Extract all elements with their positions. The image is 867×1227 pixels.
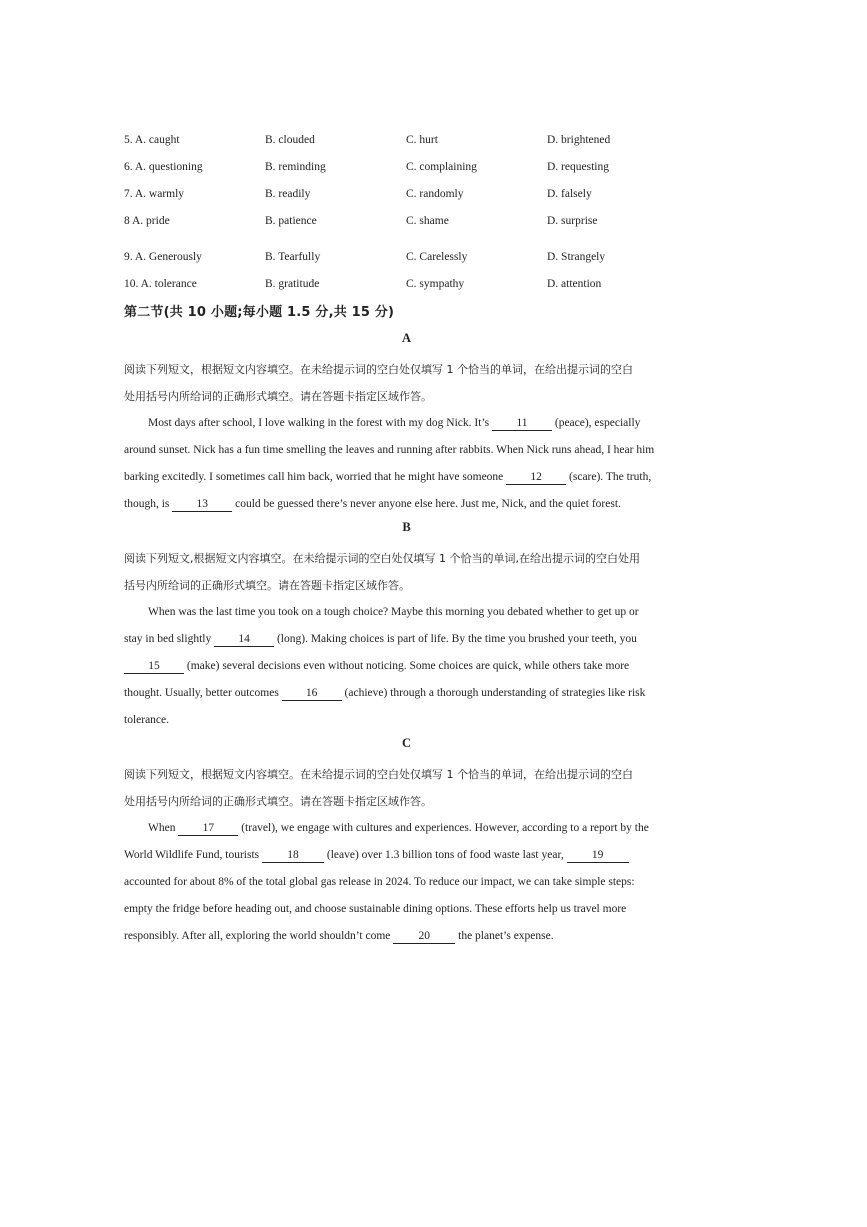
text: could be guessed there’s never anyone else here. Just me, Nick, and the quiet forest. (232, 498, 621, 510)
option-d: D. brightened (547, 134, 611, 146)
passage-b (124, 518, 689, 734)
passage-line: empty the fridge before heading out, and choose sustainable dining options. These efforts help us travel more (124, 903, 627, 915)
option-d: D. requesting (547, 161, 609, 173)
option-a: 7. A. warmly (124, 188, 185, 200)
option-row-9 (124, 248, 744, 275)
option-row-8 (124, 212, 744, 239)
option-a: 10. A. tolerance (124, 278, 197, 290)
passage-title: A (401, 331, 412, 345)
text: thought. Usually, better outcomes (124, 687, 282, 699)
instruction-line: 括号内所给词的正确形式填空。请在答题卡指定区域作答。 (124, 579, 410, 592)
blank-14[interactable]: 14 (214, 632, 274, 647)
passage-c (124, 734, 689, 950)
passage-line: accounted for about 8% of the total global gas release in 2024. To reduce our impact, we can take simple steps: (124, 876, 635, 888)
option-d: D. falsely (547, 188, 592, 200)
blank-18[interactable]: 18 (262, 848, 324, 863)
passage-title: B (402, 520, 411, 534)
passage-line (124, 491, 689, 518)
option-b: B. reminding (265, 161, 326, 173)
passage-line (124, 653, 689, 680)
option-b: B. Tearfully (265, 251, 321, 263)
option-c: C. sympathy (406, 278, 465, 290)
option-row-10 (124, 275, 744, 302)
passage-line (124, 626, 689, 653)
text: (scare). The truth, (566, 471, 652, 483)
option-a: 8 A. pride (124, 215, 170, 227)
text: (travel), we engage with cultures and experiences. However, according to a report by the (238, 822, 649, 834)
blank-15[interactable]: 15 (124, 659, 184, 674)
option-a: 5. A. caught (124, 134, 180, 146)
blank-13[interactable]: 13 (172, 497, 232, 512)
section-heading: 第二节(共 10 小题;每小题 1.5 分,共 15 分) (124, 305, 395, 320)
passage-title: C (401, 736, 412, 750)
passage-line (124, 410, 689, 437)
option-d: D. surprise (547, 215, 598, 227)
instruction-line: 阅读下列短文,根据短文内容填空。在未给提示词的空白处仅填写 1 个恰当的单词,在给出提示词的空白处用 (124, 552, 640, 565)
options-table (124, 131, 744, 302)
text: stay in bed slightly (124, 633, 215, 645)
blank-11[interactable]: 11 (492, 416, 552, 431)
text: (leave) over 1.3 billion tons of food waste last year, (324, 849, 567, 861)
text: World Wildlife Fund, tourists (124, 849, 262, 861)
option-c: C. hurt (406, 134, 438, 146)
text: responsibly. After all, exploring the world shouldn’t come (124, 930, 394, 942)
instruction-line: 处用括号内所给词的正确形式填空。请在答题卡指定区域作答。 (124, 390, 432, 403)
text: (peace), especially (551, 417, 641, 429)
passage-line: tolerance. (124, 714, 170, 726)
passage-line (124, 464, 689, 491)
instruction-line: 阅读下列短文，根据短文内容填空。在未给提示词的空白处仅填写 1 个恰当的单词，在给出提示词的空白 (124, 363, 633, 376)
passage-line (124, 680, 689, 707)
text: Most days after school, I love walking in the forest with my dog Nick. It’s (148, 417, 492, 429)
passage-line: When was the last time you took on a tough choice? Maybe this morning you debated whether to get up or (148, 606, 639, 618)
option-d: D. attention (547, 278, 602, 290)
passage-a (124, 329, 689, 518)
text: barking excitedly. I sometimes call him back, worried that he might have someone (124, 471, 507, 483)
passage-line (124, 842, 689, 869)
passage-line: around sunset. Nick has a fun time smelling the leaves and running after rabbits. When Nick runs ahead, I hear him (124, 444, 655, 456)
option-d: D. Strangely (547, 251, 606, 263)
option-b: B. patience (265, 215, 317, 227)
option-row-6 (124, 158, 744, 185)
text: When (148, 822, 179, 834)
blank-19[interactable]: 19 (567, 848, 629, 863)
option-c: C. Carelessly (406, 251, 468, 263)
option-row-7 (124, 185, 744, 212)
option-c: C. randomly (406, 188, 464, 200)
blank-12[interactable]: 12 (506, 470, 566, 485)
text: (achieve) through a thorough understanding of strategies like risk (341, 687, 646, 699)
option-b: B. clouded (265, 134, 315, 146)
option-a: 9. A. Generously (124, 251, 202, 263)
option-a: 6. A. questioning (124, 161, 203, 173)
option-b: B. readily (265, 188, 311, 200)
text: the planet’s expense. (455, 930, 554, 942)
text: (make) several decisions even without noticing. Some choices are quick, while others take more (184, 660, 630, 672)
passage-line (124, 815, 689, 842)
instruction-line: 阅读下列短文，根据短文内容填空。在未给提示词的空白处仅填写 1 个恰当的单词，在给出提示词的空白 (124, 768, 633, 781)
blank-17[interactable]: 17 (178, 821, 238, 836)
option-c: C. shame (406, 215, 449, 227)
passage-line (124, 923, 689, 950)
option-b: B. gratitude (265, 278, 320, 290)
option-c: C. complaining (406, 161, 477, 173)
text: (long). Making choices is part of life. By the time you brushed your teeth, you (274, 633, 637, 645)
blank-16[interactable]: 16 (282, 686, 342, 701)
blank-20[interactable]: 20 (393, 929, 455, 944)
instruction-line: 处用括号内所给词的正确形式填空。请在答题卡指定区域作答。 (124, 795, 432, 808)
option-row-5 (124, 131, 744, 158)
text: though, is (124, 498, 173, 510)
